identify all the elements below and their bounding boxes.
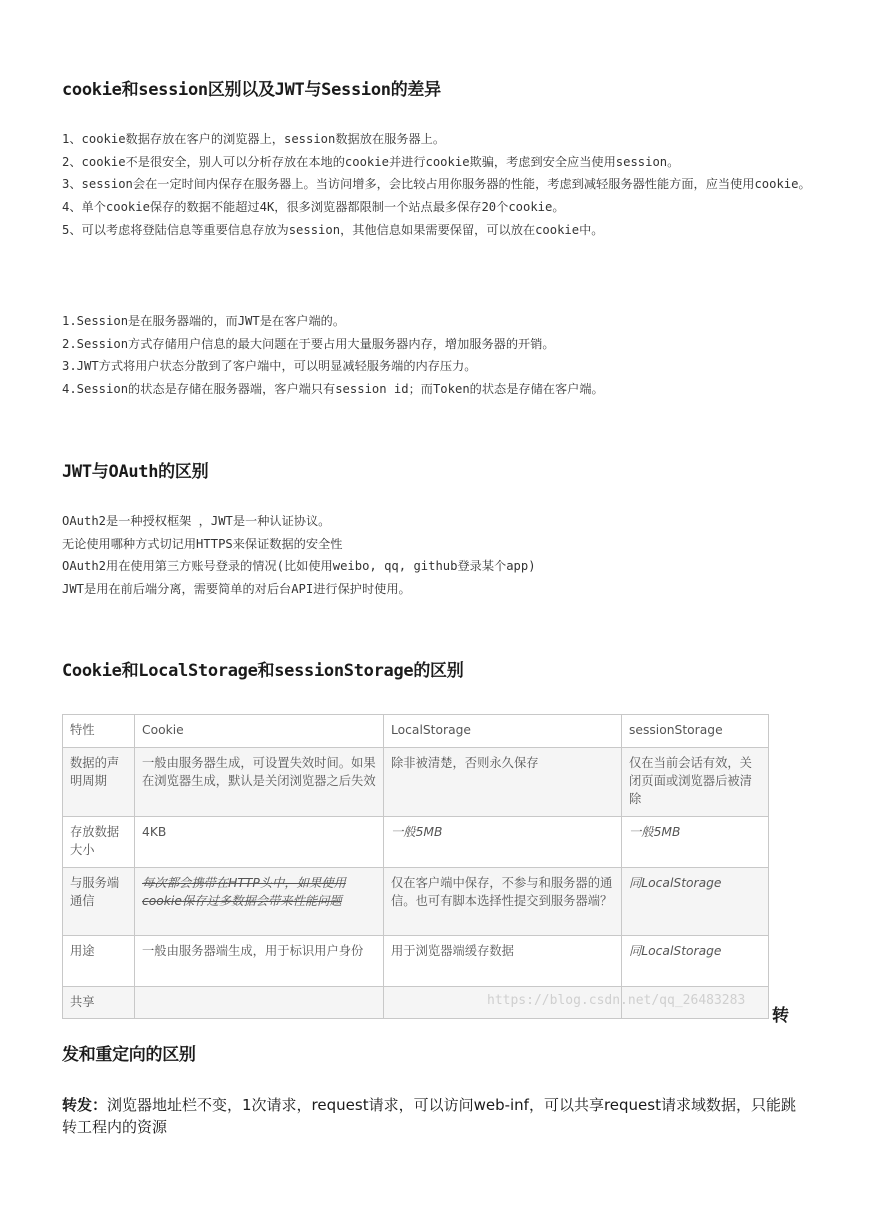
list-item: 5、可以考虑将登陆信息等重要信息存放为session，其他信息如果需要保留，可以放在cookie中。 [62, 222, 604, 237]
list-item: 2、cookie不是很安全，别人可以分析存放在本地的cookie并进行cookie欺骗，考虑到安全应当使用session。 [62, 154, 680, 169]
table-cell: 一般由服务器端生成，用于标识用户身份 [135, 936, 384, 987]
table-cell: 每次都会携带在HTTP头中，如果使用cookie保存过多数据会带来性能问题 [135, 868, 384, 936]
table-cell: 4KB [135, 817, 384, 868]
table-cell: 用途 [63, 936, 135, 987]
table-row [63, 868, 769, 936]
forward-paragraph [62, 1094, 807, 1138]
table-cell: 除非被清楚，否则永久保存 [384, 748, 622, 817]
table-cell: 一般由服务器生成，可设置失效时间。如果在浏览器生成，默认是关闭浏览器之后失效 [135, 748, 384, 817]
table-cell: 仅在客户端中保存，不参与和服务器的通信。也可有脚本选择性提交到服务器端？ [384, 868, 622, 936]
table-cell: 一般5MB [622, 817, 769, 868]
storage-comparison-table [62, 714, 769, 1019]
table-row [63, 817, 769, 868]
cookie-session-list [62, 128, 812, 242]
list-item: JWT是用在前后端分离，需要简单的对后台API进行保护时使用。 [62, 582, 411, 597]
list-item: 4.Session的状态是存储在服务器端，客户端只有session id；而Token的状态是存储在客户端。 [62, 382, 604, 397]
list-item: 4、单个cookie保存的数据不能超过4K，很多浏览器都限制一个站点最多保存20个cookie。 [62, 200, 565, 215]
table-cell: 仅在当前会话有效，关闭页面或浏览器后被清除 [622, 748, 769, 817]
list-item: OAuth2用在使用第三方账号登录的情况(比如使用weibo, qq, github登录某个app) [62, 559, 536, 574]
list-item: 3.JWT方式将用户状态分散到了客户端中，可以明显减轻服务端的内存压力。 [62, 359, 477, 374]
list-item: 1、cookie数据存放在客户的浏览器上，session数据放在服务器上。 [62, 132, 446, 146]
table-row [63, 748, 769, 817]
section-title-head-char: 转 [772, 1006, 789, 1026]
table-cell: 数据的声明周期 [63, 748, 135, 817]
list-item: 1.Session是在服务器端的，而JWT是在客户端的。 [62, 314, 346, 328]
list-item: 无论使用哪种方式切记用HTTPS来保证数据的安全性 [62, 536, 343, 551]
list-item: 2.Session方式存储用户信息的最大问题在于要占用大量服务器内存，增加服务器的开销。 [62, 336, 555, 351]
section-title-cookie-session: cookie和session区别以及JWT与Session的差异 [62, 80, 441, 100]
list-item: 3、session会在一定时间内保存在服务器上。当访问增多，会比较占用你服务器的性能，考虑到减轻服务器性能方面，应当使用cookie。 [62, 177, 811, 192]
section-title-storage: Cookie和LocalStorage和sessionStorage的区别 [62, 661, 464, 681]
jwt-session-list [62, 310, 812, 401]
table-cell: 存放数据大小 [63, 817, 135, 868]
table-header-cell: Cookie [135, 715, 384, 748]
section-title-jwt-oauth: JWT与OAuth的区别 [62, 462, 209, 482]
forward-label: 转发： [62, 1096, 108, 1114]
table-cell: 同LocalStorage [622, 936, 769, 987]
table-cell: 共享 [63, 987, 135, 1019]
table-cell: 与服务端通信 [63, 868, 135, 936]
table-cell: 用于浏览器端缓存数据 [384, 936, 622, 987]
list-item: OAuth2是一种授权框架 ，JWT是一种认证协议。 [62, 514, 331, 528]
table-header-cell: 特性 [63, 715, 135, 748]
jwt-oauth-list [62, 510, 812, 601]
table-cell [135, 987, 384, 1019]
table-cell: 一般5MB [384, 817, 622, 868]
table-cell: 同LocalStorage [622, 868, 769, 936]
forward-text: 浏览器地址栏不变，1次请求，request请求，可以访问web-inf，可以共享request请求域数据，只能跳转工程内的资源 [62, 1096, 796, 1136]
table-header-cell: sessionStorage [622, 715, 769, 748]
table-row [63, 936, 769, 987]
table-header-cell: LocalStorage [384, 715, 622, 748]
section-title-forward-redirect: 发和重定向的区别 [62, 1045, 196, 1065]
table-header-row [63, 715, 769, 748]
csdn-watermark: https://blog.csdn.net/qq_26483283 [487, 993, 746, 1008]
